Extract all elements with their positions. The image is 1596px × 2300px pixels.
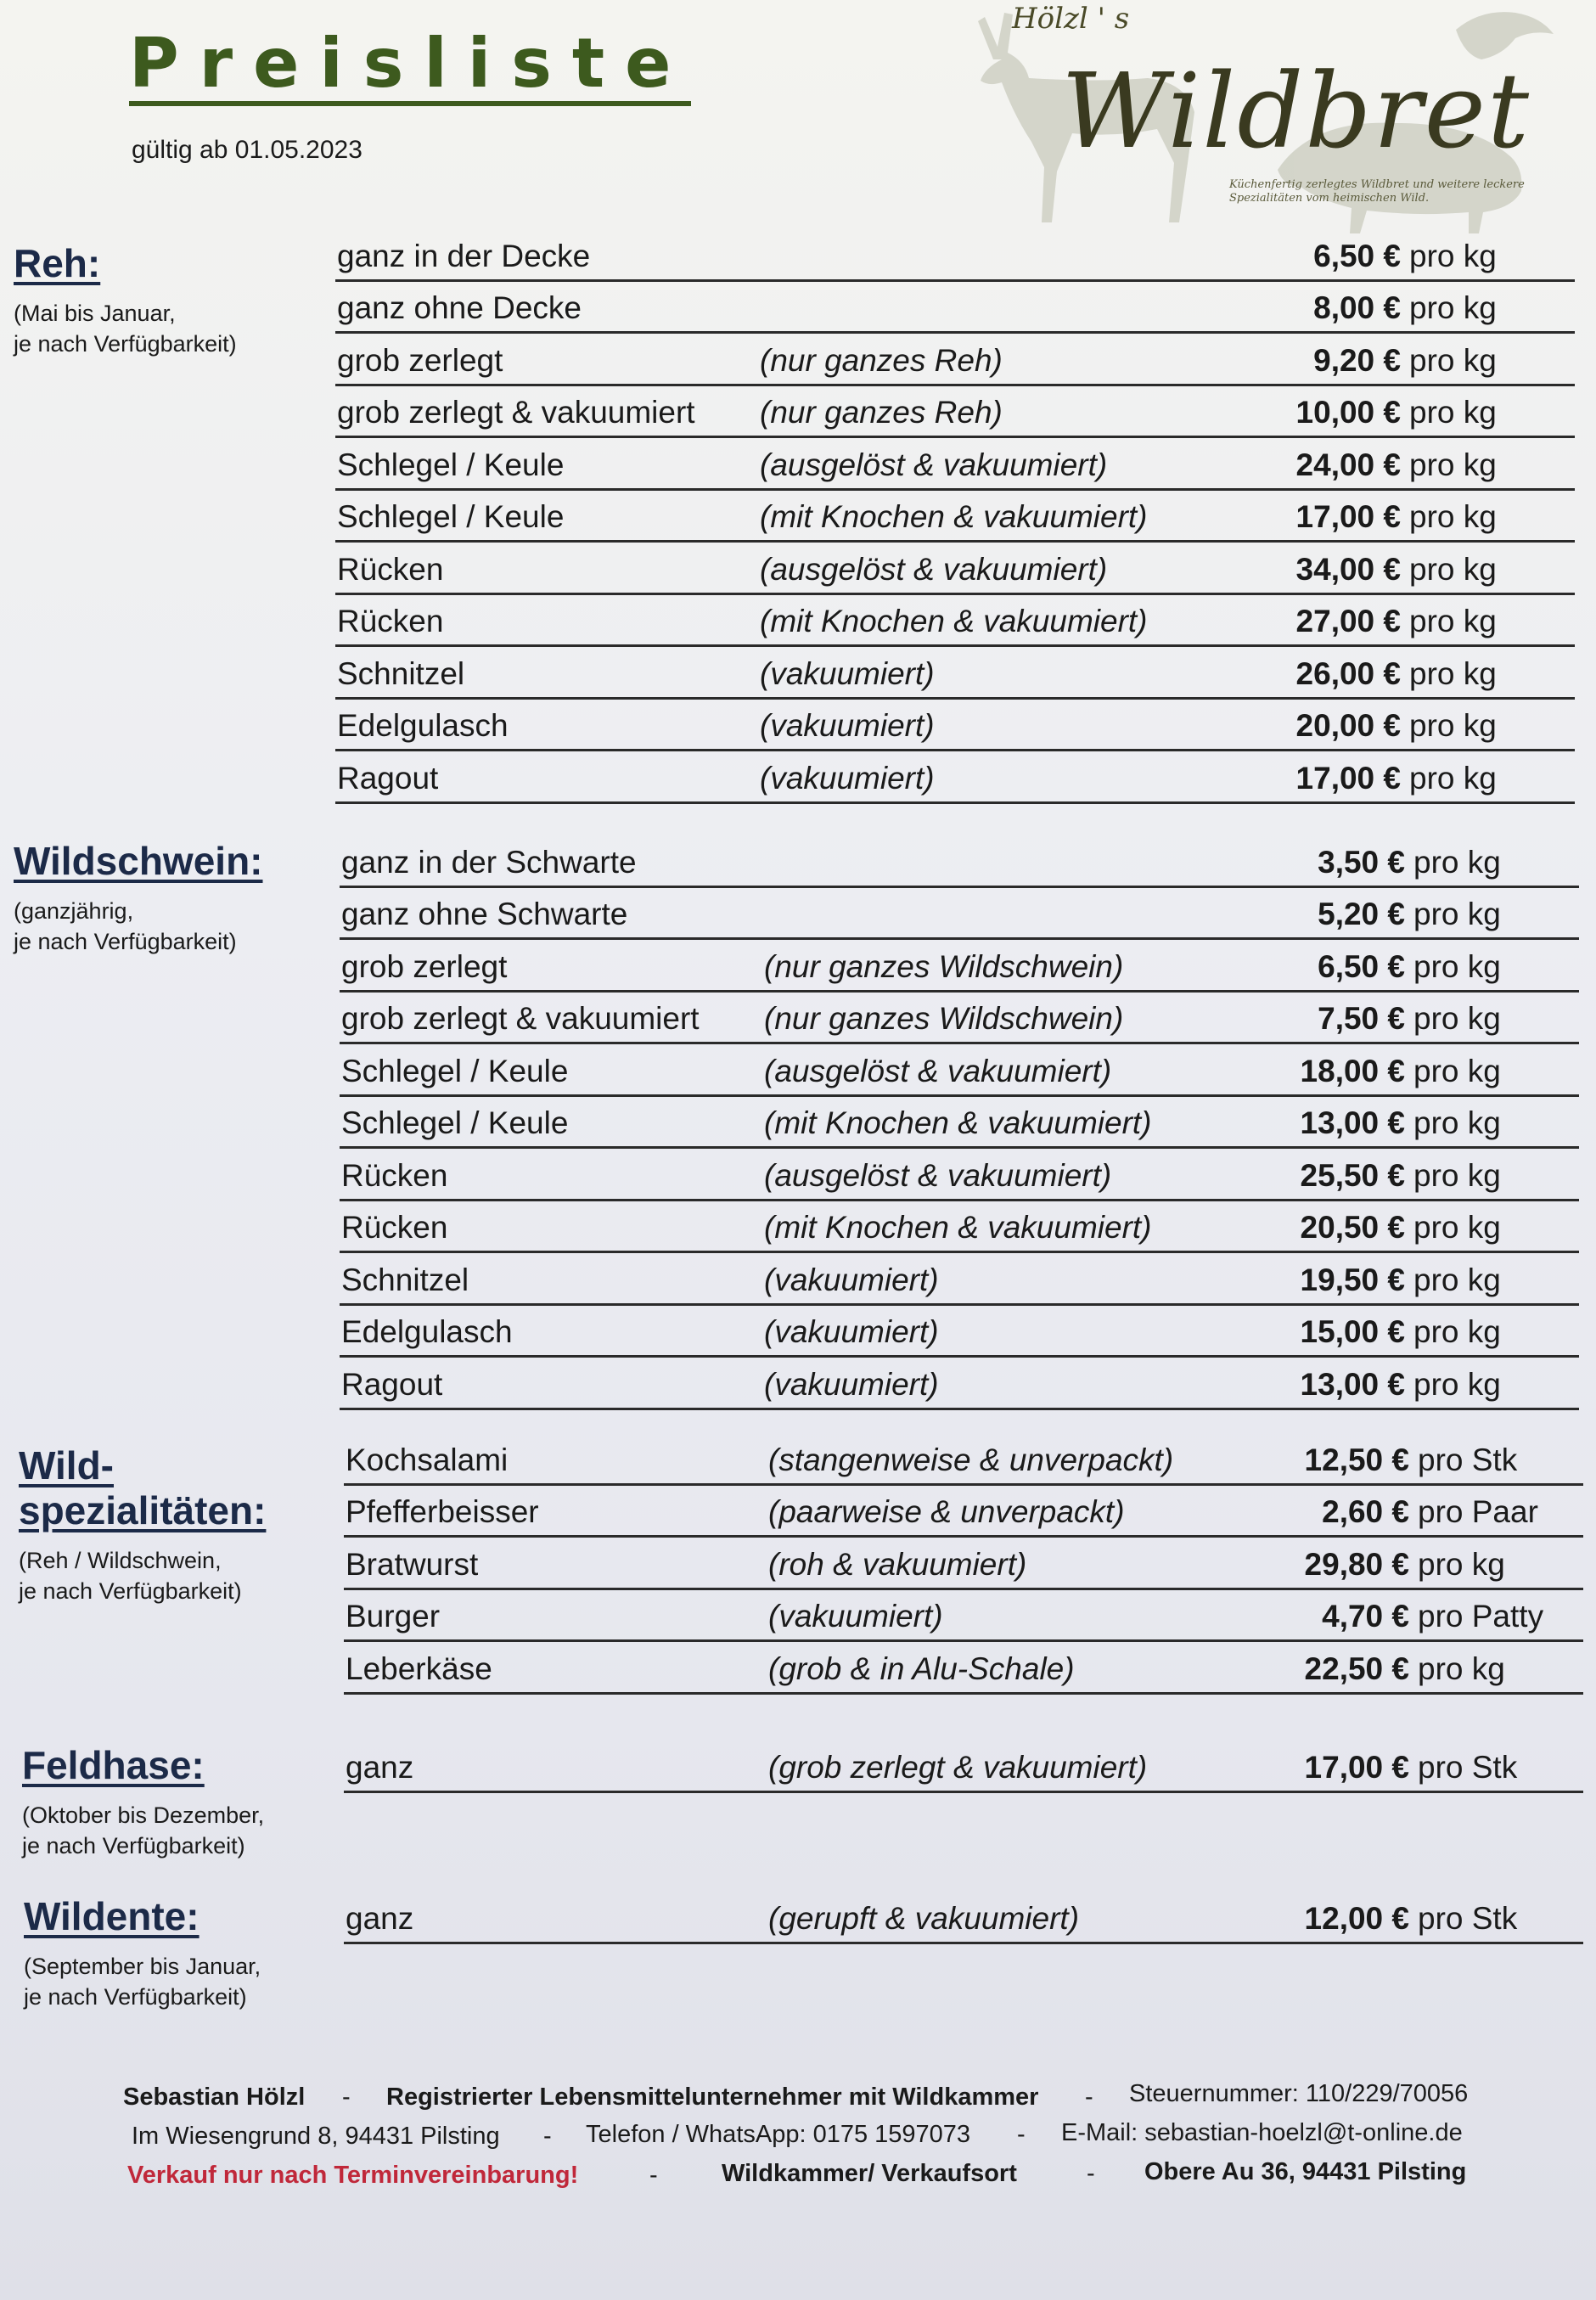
item-note: (vakuumiert) <box>768 1599 943 1634</box>
price-rows <box>344 1433 1583 1695</box>
footer-appointment-notice: Verkauf nur nach Terminvereinbarung! <box>127 2162 579 2189</box>
item-name: ganz ohne Schwarte <box>341 897 628 931</box>
item-name: Edelgulasch <box>341 1314 513 1349</box>
section-label <box>22 1743 264 1862</box>
item-price: 5,20 € <box>1318 897 1405 931</box>
item-name: Leberkäse <box>346 1650 492 1686</box>
item-price: 25,50 € <box>1300 1157 1405 1193</box>
item-note: (ausgelöst & vakuumiert) <box>760 551 1108 587</box>
section-title: Feldhase: <box>22 1743 205 1787</box>
item-unit: pro kg <box>1413 1210 1501 1245</box>
footer-name: Sebastian Hölzl <box>123 2083 306 2111</box>
item-name: grob zerlegt <box>337 342 503 378</box>
section-note <box>22 1800 264 1862</box>
section-note <box>24 1951 261 2013</box>
section-label <box>14 839 263 958</box>
price-row <box>344 1538 1583 1590</box>
footer-email: E-Mail: sebastian-hoelzl@t-online.de <box>1061 2119 1463 2146</box>
item-unit: pro Paar <box>1418 1494 1538 1529</box>
price-rows <box>344 1740 1583 1793</box>
price-rows <box>344 1892 1583 1944</box>
price-row <box>344 1433 1583 1486</box>
item-price: 26,00 € <box>1295 655 1401 691</box>
item-name: Edelgulasch <box>337 708 509 743</box>
item-name: ganz <box>346 1749 414 1785</box>
footer-separator: - <box>649 2162 658 2189</box>
item-price: 8,00 € <box>1313 290 1401 325</box>
section-title: Wildente: <box>24 1894 200 1938</box>
note-line: je nach Verfügbarkeit) <box>24 1984 247 2010</box>
item-name: Kochsalami <box>346 1442 509 1477</box>
price-row <box>335 386 1575 439</box>
item-name: grob zerlegt & vakuumiert <box>341 1001 700 1036</box>
item-name: Bratwurst <box>346 1546 479 1582</box>
item-note: (gerupft & vakuumiert) <box>768 1900 1080 1936</box>
item-note: (mit Knochen & vakuumiert) <box>764 1105 1152 1140</box>
item-note: (ausgelöst & vakuumiert) <box>760 447 1108 482</box>
item-unit: pro kg <box>1413 1314 1501 1349</box>
note-line: (Mai bis Januar, <box>14 300 176 326</box>
price-row <box>340 940 1579 993</box>
note-line: je nach Verfügbarkeit) <box>14 331 237 357</box>
section-title: Wildschwein: <box>14 839 263 883</box>
item-name: grob zerlegt & vakuumiert <box>337 395 695 430</box>
item-name: Schnitzel <box>337 655 465 691</box>
item-price: 3,50 € <box>1318 844 1405 880</box>
item-price: 6,50 € <box>1313 238 1401 273</box>
item-name: ganz <box>346 1900 414 1936</box>
item-note: (nur ganzes Wildschwein) <box>764 948 1124 984</box>
item-price: 7,50 € <box>1318 1001 1405 1036</box>
price-row <box>335 700 1575 752</box>
item-unit: pro kg <box>1409 290 1497 325</box>
item-price: 2,60 € <box>1322 1494 1409 1529</box>
item-name: Ragout <box>337 760 439 796</box>
price-row <box>335 438 1575 491</box>
price-row <box>335 543 1575 595</box>
item-price: 9,20 € <box>1313 342 1401 378</box>
item-unit: pro Stk <box>1418 1442 1518 1477</box>
price-row <box>335 647 1575 700</box>
valid-from-date: gültig ab 01.05.2023 <box>132 136 362 164</box>
section-label <box>24 1894 261 2013</box>
item-price: 19,50 € <box>1300 1262 1405 1297</box>
section-title-line2: spezialitäten: <box>19 1487 267 1532</box>
item-note: (grob & in Alu-Schale) <box>768 1650 1075 1686</box>
item-price: 6,50 € <box>1318 948 1405 984</box>
item-note: (vakuumiert) <box>764 1262 939 1297</box>
item-note: (vakuumiert) <box>764 1366 939 1402</box>
item-price: 12,00 € <box>1304 1900 1409 1936</box>
item-price: 17,00 € <box>1295 760 1401 796</box>
item-unit: pro kg <box>1413 844 1501 880</box>
footer-wildkammer: Wildkammer/ Verkaufsort <box>722 2160 1017 2187</box>
footer-phone: Telefon / WhatsApp: 0175 1597073 <box>586 2121 971 2148</box>
price-row <box>335 334 1575 386</box>
price-row <box>344 1892 1583 1944</box>
item-price: 17,00 € <box>1295 499 1401 534</box>
item-price: 27,00 € <box>1295 604 1401 638</box>
item-unit: pro Stk <box>1418 1900 1518 1936</box>
item-unit: pro kg <box>1409 395 1497 430</box>
logo-tagline: Küchenfertig zerlegtes Wildbret und weitere leckere Spezialitäten vom heimischen Wild. <box>1229 178 1525 205</box>
item-name: Ragout <box>341 1366 443 1402</box>
note-line: je nach Verfügbarkeit) <box>14 929 237 955</box>
item-price: 18,00 € <box>1300 1053 1405 1088</box>
section-note <box>14 298 237 360</box>
item-name: Rücken <box>341 1210 448 1245</box>
price-row <box>340 1306 1579 1358</box>
note-line: (Reh / Wildschwein, <box>19 1547 222 1573</box>
item-name: Schnitzel <box>341 1262 469 1297</box>
item-note: (nur ganzes Wildschwein) <box>764 1001 1124 1036</box>
item-name: ganz ohne Decke <box>337 290 582 325</box>
item-unit: pro kg <box>1413 1105 1501 1140</box>
item-name: Schlegel / Keule <box>341 1105 569 1140</box>
item-unit: pro kg <box>1409 708 1497 743</box>
note-line: je nach Verfügbarkeit) <box>22 1833 245 1859</box>
item-price: 20,00 € <box>1295 708 1401 743</box>
item-name: Rücken <box>337 604 444 638</box>
item-unit: pro kg <box>1413 1053 1501 1088</box>
footer-tax-number: Steuernummer: 110/229/70056 <box>1129 2080 1469 2107</box>
footer-separator: - <box>1017 2121 1026 2148</box>
section-note <box>19 1545 266 1607</box>
item-price: 29,80 € <box>1304 1546 1409 1582</box>
price-row <box>340 1149 1579 1201</box>
price-row <box>335 751 1575 804</box>
item-unit: pro Stk <box>1418 1749 1518 1785</box>
item-name: Pfefferbeisser <box>346 1494 539 1529</box>
section-title: Wild- <box>19 1443 114 1487</box>
item-name: Burger <box>346 1599 441 1634</box>
footer-address: Im Wiesengrund 8, 94431 Pilsting <box>132 2123 500 2150</box>
item-name: Rücken <box>337 551 444 587</box>
item-note: (vakuumiert) <box>760 708 935 743</box>
price-row <box>344 1642 1583 1695</box>
item-note: (vakuumiert) <box>764 1314 939 1349</box>
item-unit: pro kg <box>1409 238 1497 273</box>
price-row <box>344 1486 1583 1538</box>
item-unit: pro kg <box>1413 1366 1501 1402</box>
price-row <box>340 1253 1579 1306</box>
item-name: Schlegel / Keule <box>337 499 565 534</box>
page-title: Preisliste <box>129 30 691 106</box>
item-price: 34,00 € <box>1295 551 1401 587</box>
item-note: (ausgelöst & vakuumiert) <box>764 1053 1112 1088</box>
section-note <box>14 896 263 958</box>
price-row <box>335 491 1575 543</box>
item-unit: pro kg <box>1413 1001 1501 1036</box>
item-name: ganz in der Schwarte <box>341 844 637 880</box>
item-unit: pro kg <box>1409 760 1497 796</box>
item-unit: pro kg <box>1409 551 1497 587</box>
item-name: Schlegel / Keule <box>337 447 565 482</box>
item-name: Schlegel / Keule <box>341 1053 569 1088</box>
price-row <box>340 835 1579 888</box>
footer-wildkammer-address: Obere Au 36, 94431 Pilsting <box>1144 2158 1467 2185</box>
item-unit: pro kg <box>1409 342 1497 378</box>
item-unit: pro kg <box>1413 1262 1501 1297</box>
item-unit: pro kg <box>1409 499 1497 534</box>
item-note: (vakuumiert) <box>760 655 935 691</box>
item-price: 13,00 € <box>1300 1366 1405 1402</box>
note-line: je nach Verfügbarkeit) <box>19 1578 242 1605</box>
item-unit: pro kg <box>1418 1650 1505 1686</box>
item-price: 10,00 € <box>1295 395 1401 430</box>
item-note: (vakuumiert) <box>760 760 935 796</box>
item-unit: pro kg <box>1409 604 1497 638</box>
footer-registration: Registrierter Lebensmittelunternehmer mit Wildkammer <box>386 2083 1039 2111</box>
section-label <box>19 1443 266 1607</box>
price-row <box>340 1044 1579 1097</box>
footer-separator: - <box>342 2083 351 2111</box>
item-note: (mit Knochen & vakuumiert) <box>760 499 1148 534</box>
item-price: 22,50 € <box>1304 1650 1409 1686</box>
item-note: (roh & vakuumiert) <box>768 1546 1027 1582</box>
item-note: (nur ganzes Reh) <box>760 342 1003 378</box>
section-label <box>14 241 237 360</box>
item-unit: pro kg <box>1413 897 1501 931</box>
section-title: Reh: <box>14 241 101 285</box>
price-rows <box>335 229 1575 804</box>
price-row <box>340 888 1579 941</box>
price-row <box>340 1097 1579 1150</box>
note-line: (September bis Januar, <box>24 1953 261 1979</box>
price-row <box>344 1740 1583 1793</box>
logo-title: Wildbret <box>1061 51 1531 172</box>
item-price: 15,00 € <box>1300 1314 1405 1349</box>
item-unit: pro Patty <box>1418 1599 1544 1634</box>
item-price: 20,50 € <box>1300 1210 1405 1245</box>
price-row <box>340 993 1579 1045</box>
price-rows <box>340 835 1579 1410</box>
item-name: Rücken <box>341 1157 448 1193</box>
item-price: 13,00 € <box>1300 1105 1405 1140</box>
logo-small-text: Hölzl ' s <box>1012 2 1130 36</box>
item-note: (ausgelöst & vakuumiert) <box>764 1157 1112 1193</box>
footer-separator: - <box>1085 2083 1093 2111</box>
item-name: ganz in der Decke <box>337 238 591 273</box>
item-price: 12,50 € <box>1304 1442 1409 1477</box>
footer-separator: - <box>1087 2160 1095 2187</box>
price-row <box>340 1201 1579 1254</box>
price-row <box>335 282 1575 335</box>
price-row <box>335 229 1575 282</box>
item-name: grob zerlegt <box>341 948 508 984</box>
item-note: (grob zerlegt & vakuumiert) <box>768 1749 1148 1785</box>
item-unit: pro kg <box>1413 948 1501 984</box>
item-price: 24,00 € <box>1295 447 1401 482</box>
item-unit: pro kg <box>1409 655 1497 691</box>
note-line: (Oktober bis Dezember, <box>22 1802 265 1828</box>
price-row <box>340 1358 1579 1410</box>
item-price: 4,70 € <box>1322 1599 1409 1634</box>
item-note: (paarweise & unverpackt) <box>768 1494 1125 1529</box>
price-row <box>344 1590 1583 1643</box>
price-row <box>335 595 1575 648</box>
note-line: (ganzjährig, <box>14 897 134 924</box>
item-unit: pro kg <box>1409 447 1497 482</box>
item-note: (stangenweise & unverpackt) <box>768 1442 1174 1477</box>
item-note: (nur ganzes Reh) <box>760 395 1003 430</box>
item-note: (mit Knochen & vakuumiert) <box>764 1210 1152 1245</box>
item-unit: pro kg <box>1418 1546 1505 1582</box>
item-unit: pro kg <box>1413 1157 1501 1193</box>
item-price: 17,00 € <box>1304 1749 1409 1785</box>
item-note: (mit Knochen & vakuumiert) <box>760 604 1148 638</box>
footer-separator: - <box>543 2123 552 2150</box>
